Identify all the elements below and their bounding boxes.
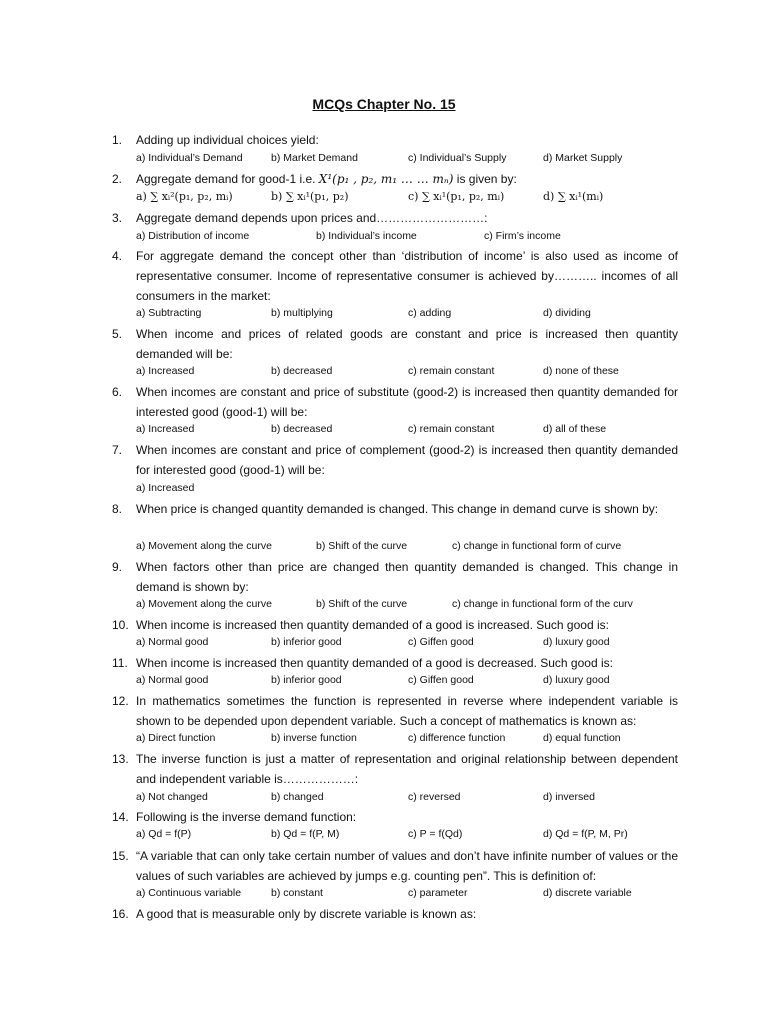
question-text: When income is increased then quantity demanded of a good is increased. Such good is: [136,618,609,632]
answer-option: a) Not changed [136,791,208,803]
answer-option: b) multiplying [271,307,333,319]
question-number: 16. [112,907,129,921]
answer-option: b) changed [271,791,324,803]
question-text: When income and prices of related goods are constant and price is increased then quantity demanded will be: [136,327,678,361]
answer-option: b) Qd = f(P, M) [271,828,340,840]
answer-option: a) Movement along the curve [136,598,272,610]
answer-option: c) remain constant [408,365,495,377]
answer-option: d) inversed [543,791,595,803]
question-number: 1. [112,133,123,147]
answer-option: c) difference function [408,732,506,744]
answer-option: d) Qd = f(P, M, Pr) [543,828,628,840]
answer-option: a) Normal good [136,674,209,686]
answer-option: a) Increased [136,365,195,377]
answer-option: c) remain constant [408,423,495,435]
question-text: The inverse function is just a matter of representation and original relationship between dependent and independent variable is………………: [136,752,678,786]
question-text [136,169,678,189]
question-number: 4. [112,249,123,263]
math-expression: X¹(p₁ , p₂, m₁ … … mₙ) [318,172,454,186]
question-text: Aggregate demand depends upon prices and………………………: [136,211,488,225]
question-text: “A variable that can only take certain number of values and don’t have infinite number of values or the values of such variables are achieved by jumps e.g. counting pen”. This is definition of: [136,849,678,883]
answer-option: b) Individual’s income [316,230,417,242]
answer-option: a) Movement along the curve [136,540,272,552]
answer-option: a) Increased [136,423,195,435]
answer-option: a) Qd = f(P) [136,828,192,840]
answer-option: a) Distribution of income [136,230,250,242]
answer-option: b) Market Demand [271,152,358,164]
answer-option: a) Normal good [136,636,209,648]
question-text: When income is increased then quantity demanded of a good is decreased. Such good is: [136,656,613,670]
answer-option: c) parameter [408,887,468,899]
answer-option: b) inferior good [271,636,342,648]
answer-option: b) Shift of the curve [316,540,408,552]
answer-option: d) ∑ xᵢ¹(mᵢ) [543,190,604,203]
question-number: 6. [112,385,123,399]
question-text-after: is given by: [453,172,517,186]
answer-option: d) luxury good [543,636,610,648]
answer-option: d) none of these [543,365,619,377]
answer-option: a) Direct function [136,732,216,744]
question-number: 14. [112,810,129,824]
question-text: When incomes are constant and price of complement (good-2) is increased then quantity demanded for interested good (good-1) will be: [136,443,678,477]
question-number: 13. [112,752,129,766]
question-number: 11. [112,656,128,670]
answer-option: d) all of these [543,423,607,435]
question-text: When incomes are constant and price of substitute (good-2) is increased then quantity demanded for interested good (good-1) will be: [136,385,678,419]
question-number: 15. [112,849,129,863]
answer-option: c) change in functional form of curve [452,540,622,552]
answer-option: a) Subtracting [136,307,202,319]
answer-option: d) luxury good [543,674,610,686]
question-number: 12. [112,694,129,708]
question-number: 9. [112,560,123,574]
answer-option: c) P = f(Qd) [408,828,463,840]
answer-option: c) Firm’s income [484,230,561,242]
answer-option: d) equal function [543,732,621,744]
question-text-before: Aggregate demand for good-1 i.e. [136,172,319,186]
question-text: When factors other than price are changed then quantity demanded is changed. This change in demand is shown by: [136,560,678,594]
answer-option: b) decreased [271,423,333,435]
question-text: A good that is measurable only by discrete variable is known as: [136,907,477,921]
question-text: For aggregate demand the concept other than ‘distribution of income’ is also used as income of representative consumer. Income of representative consumer is achieved by……….. incomes of all consumers in the market: [136,249,678,303]
answer-option: a) Increased [136,482,195,494]
answer-option: d) dividing [543,307,591,319]
question-text: In mathematics sometimes the function is represented in reverse where independent variable is shown to be depended upon dependent variable. Such a concept of mathematics is known as: [136,694,678,728]
question-text: Adding up individual choices yield: [136,133,319,147]
answer-option: c) ∑ xᵢ¹(p₁, p₂, mᵢ) [408,190,505,203]
answer-option: d) Market Supply [543,152,623,164]
question-number: 2. [112,172,123,186]
answer-option: b) inverse function [271,732,357,744]
question-text: Following is the inverse demand function: [136,810,357,824]
question-text: When price is changed quantity demanded is changed. This change in demand curve is shown by: [136,502,659,516]
answer-option: b) inferior good [271,674,342,686]
answer-option: c) adding [408,307,452,319]
answer-option: b) ∑ xᵢ¹(p₁, p₂) [271,190,349,203]
answer-option: a) Continuous variable [136,887,242,899]
answer-option: b) Shift of the curve [316,598,408,610]
answer-option: c) Giffen good [408,674,474,686]
answer-option: a) ∑ xᵢ²(p₁, p₂, mᵢ) [136,190,233,203]
answer-option: d) discrete variable [543,887,632,899]
answer-option: a) Individual’s Demand [136,152,243,164]
page-title: MCQs Chapter No. 15 [312,96,456,112]
answer-option: b) constant [271,887,323,899]
question-number: 7. [112,443,123,457]
question-number: 5. [112,327,123,341]
question-number: 8. [112,502,123,516]
answer-option: c) Giffen good [408,636,474,648]
answer-option: b) decreased [271,365,333,377]
question-number: 10. [112,618,129,632]
answer-option: c) Individual’s Supply [408,152,507,164]
answer-option: c) reversed [408,791,461,803]
question-number: 3. [112,211,123,225]
answer-option: c) change in functional form of the curv [452,598,633,610]
